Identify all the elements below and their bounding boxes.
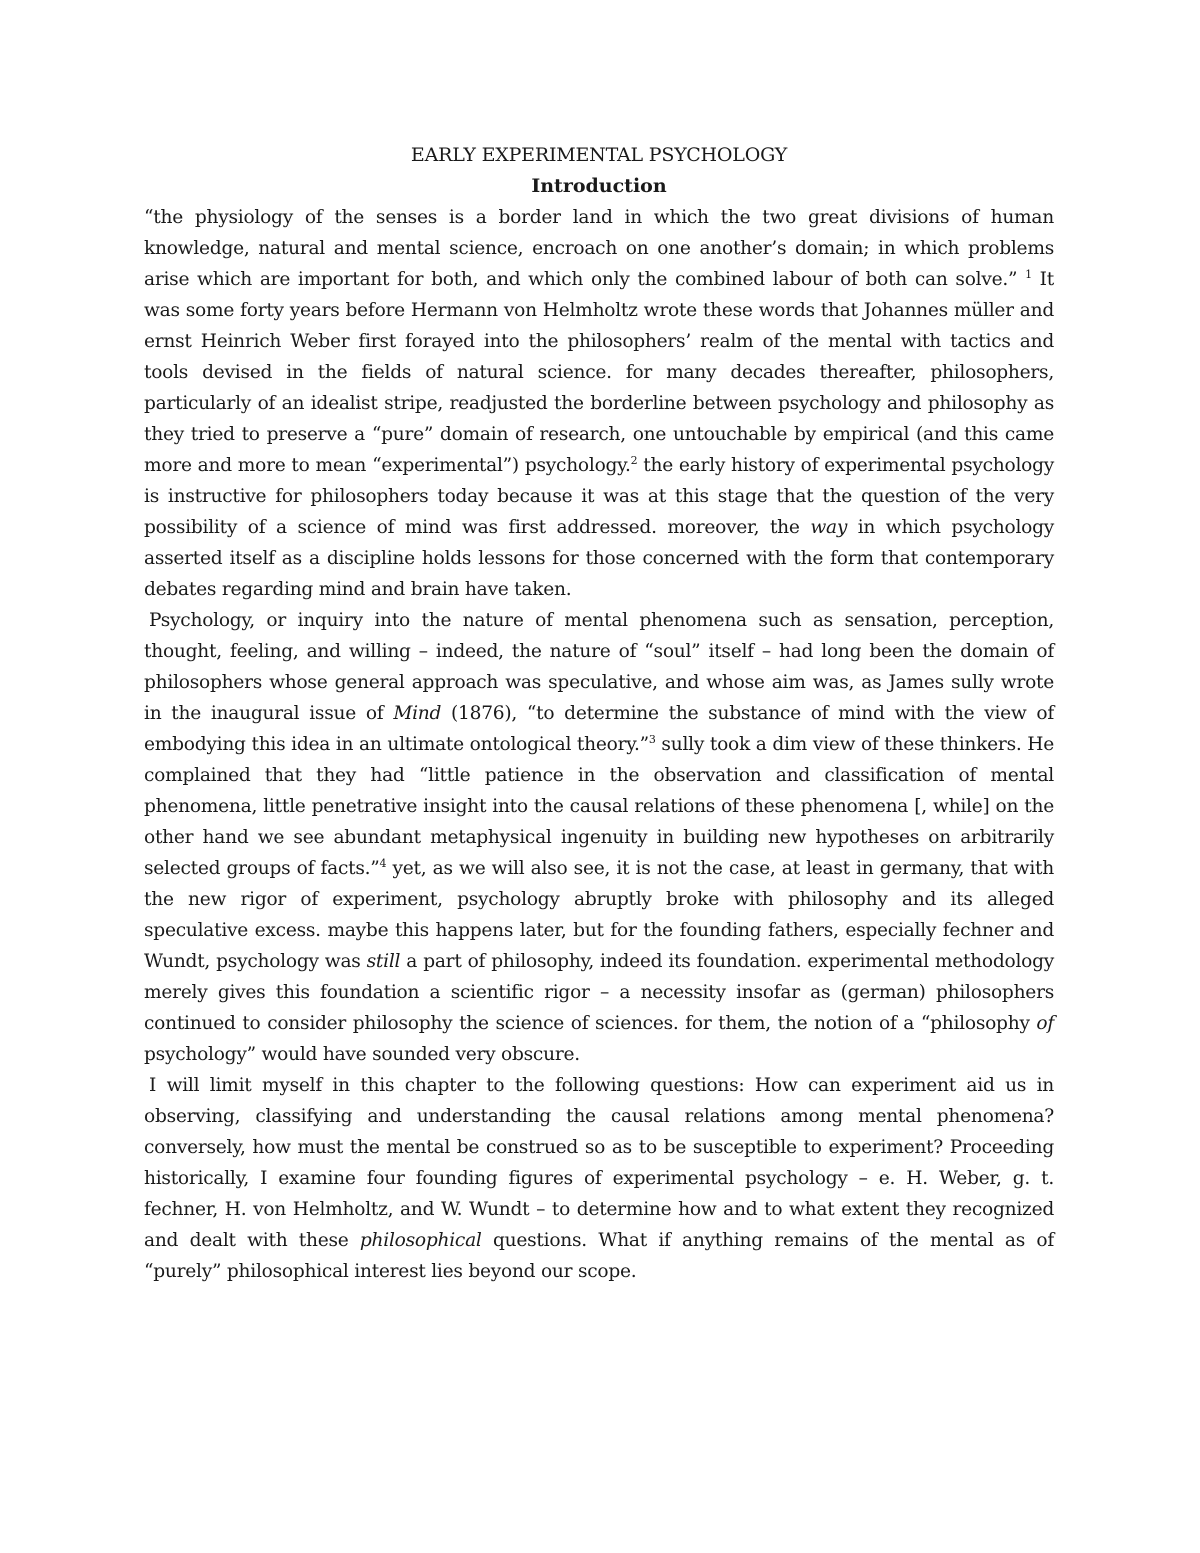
text-run: the early history of experimental psychology is instructive for philosophers today because it was at this stage that the question of the very possibility of a science of mind was first addressed. moreover, the — [144, 455, 1054, 538]
text-run: in which psychology asserted itself as a discipline holds lessons for those concerned with the form that contemporary debates regarding mind and brain have taken. — [144, 517, 1055, 600]
emphasis-text: of — [1036, 1013, 1054, 1034]
text-run: a part of philosophy, indeed its foundation. experimental methodology merely gives this foundation a scientific rigor – a necessity insofar as (german) philosophers continued to consider philosophy the science of sciences. for them, the notion of a “philosophy — [144, 951, 1054, 1034]
paragraph-3 — [144, 1070, 1054, 1287]
text-run: I will limit myself in this chapter to the following questions: How can experiment aid us in observing, classifying and understanding the causal relations among mental phenomena? conversely, how must the mental be construed so as to be susceptible to experiment? Proceeding historically, I examine four founding figures of experimental psychology – e. H. Weber, g. t. fechner, H. von Helmholtz, and W. Wundt – to determine how and to what extent they recognized and dealt with these — [144, 1075, 1054, 1251]
text-run: Psychology, or inquiry into the nature of mental phenomena such as sensation, perception, thought, feeling, and willing – indeed, the nature of “soul” itself – had long been the domain of philosophers whose general approach was speculative, and whose aim was, as James sully wrote in the inaugural issue of — [144, 610, 1054, 724]
text-run: sully took a dim view of these thinkers. He complained that they had “little patience in the observation and classification of mental phenomena, little penetrative insight into the causal relations of these phenomena [, while] on the other hand we see abundant metaphysical ingenuity in building new hypotheses on arbitrarily selected groups of facts.” — [144, 734, 1054, 879]
text-run: It was some forty years before Hermann von Helmholtz wrote these words that Johannes müller and ernst Heinrich Weber first forayed into the philosophers’ realm of the mental with tactics and tools devised in the fields of natural science. for many decades thereafter, philosophers, particularly of an idealist stripe, readjusted the borderline between psychology and philosophy as they tried to preserve a “pure” domain of research, one untouchable by empirical (and this came more and more to mean “experimental”) psychology. — [144, 269, 1054, 476]
document-page — [144, 140, 1054, 1287]
emphasis-text: Mind — [393, 703, 442, 724]
emphasis-text: still — [366, 951, 401, 972]
text-run: “the physiology of the senses is a border land in which the two great divisions of human knowledge, natural and mental science, encroach on one another’s domain; in which problems arise which are important for both, and which only the combined labour of both can solve.” — [144, 207, 1054, 290]
section-heading: Introduction — [531, 175, 667, 197]
text-run: (1876), “to determine the substance of mind with the view of embodying this idea in an ultimate ontological theory.” — [144, 703, 1055, 755]
text-run: psychology” would have sounded very obscure. — [144, 1044, 580, 1065]
emphasis-text: way — [810, 517, 848, 538]
paragraph-1 — [144, 202, 1054, 605]
emphasis-text: philosophical — [359, 1230, 482, 1251]
footnote-marker: 3 — [648, 732, 656, 746]
footnote-marker: 1 — [1025, 267, 1032, 281]
text-run: yet, as we will also see, it is not the case, at least in germany, that with the new rigor of experiment, psychology abruptly broke with philosophy and its alleged speculative excess. maybe this happens later, but for the founding fathers, especially fechner and Wundt, psychology was — [144, 858, 1054, 972]
text-run: questions. What if anything remains of the mental as of “purely” philosophical interest lies beyond our scope. — [144, 1230, 1055, 1282]
footnote-marker: 2 — [630, 453, 638, 467]
paragraph-2 — [144, 605, 1054, 1070]
document-title: EARLY EXPERIMENTAL PSYCHOLOGY — [410, 144, 788, 166]
footnote-marker: 4 — [379, 856, 387, 870]
